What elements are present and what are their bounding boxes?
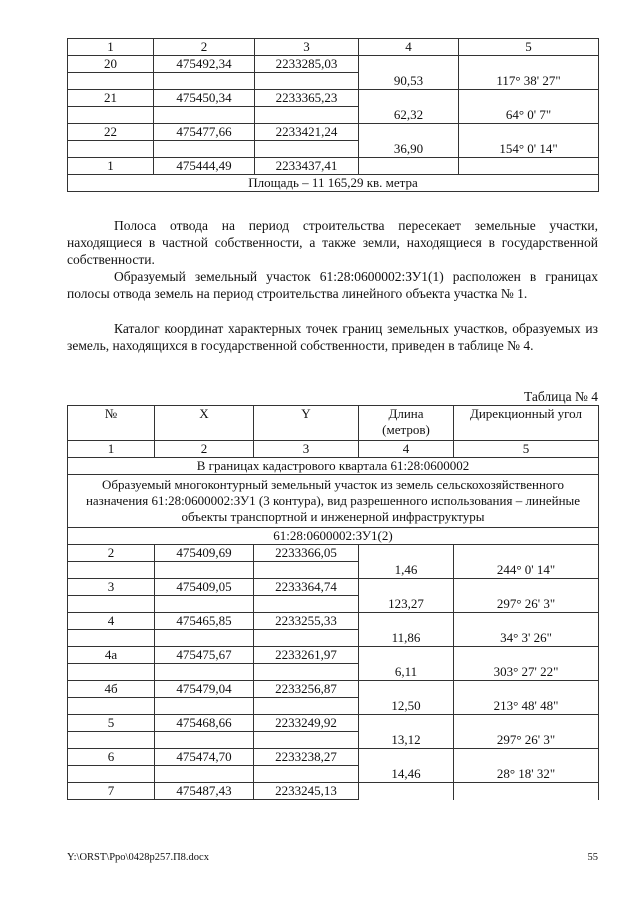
table-cell <box>254 698 359 715</box>
table-cell <box>254 562 359 579</box>
coord-y: 2233365,23 <box>255 90 359 107</box>
contour-row <box>68 528 599 545</box>
table-cell <box>359 56 459 73</box>
table-cell <box>459 56 599 73</box>
table-row <box>68 158 599 175</box>
table-cell <box>155 766 254 783</box>
quarter-row <box>68 458 599 475</box>
segment-length: 11,86 <box>359 630 454 647</box>
point-number: 4 <box>68 613 155 630</box>
table-row <box>68 664 599 681</box>
segment-length: 14,46 <box>359 766 454 783</box>
segment-bearing: 297° 26' 3" <box>454 596 599 613</box>
segment-bearing: 64° 0' 7" <box>459 107 599 124</box>
parcel-description: Образуемый многоконтурный земельный участок из земель сельскохозяйственного назначения 61:28:0600002:ЗУ1 (3 контура), вид разрешенного использования – линейные объекты транспортной и инженерной инфраструктуры <box>68 475 599 528</box>
table-cell <box>254 732 359 749</box>
segment-length: 13,12 <box>359 732 454 749</box>
table-cell <box>68 107 154 124</box>
table-cell <box>68 664 155 681</box>
number-row <box>68 441 599 458</box>
table-cell <box>459 124 599 141</box>
table-row <box>68 73 599 90</box>
coord-y: 2233421,24 <box>255 124 359 141</box>
coord-x: 475468,66 <box>155 715 254 732</box>
table-cell <box>154 107 255 124</box>
page-number: 55 <box>587 852 598 863</box>
footer-file-path: Y:\ORST\Ppo\0428p257.П8.docx <box>67 852 209 863</box>
segment-length: 62,32 <box>359 107 459 124</box>
table-row <box>68 90 599 107</box>
table-row <box>68 647 599 664</box>
coordinates-table-1 <box>67 38 599 192</box>
coord-x: 475409,69 <box>155 545 254 562</box>
coord-y: 2233256,87 <box>254 681 359 698</box>
column-number: 4 <box>359 441 454 458</box>
coord-y: 2233285,03 <box>255 56 359 73</box>
coord-x: 475444,49 <box>154 158 255 175</box>
description-row <box>68 475 599 528</box>
table-cell <box>454 613 599 630</box>
table-cell <box>359 124 459 141</box>
segment-bearing: 303° 27' 22" <box>454 664 599 681</box>
table-row <box>68 596 599 613</box>
table-cell <box>359 158 459 175</box>
table-row <box>68 545 599 562</box>
segment-length: 1,46 <box>359 562 454 579</box>
table-cell <box>254 596 359 613</box>
column-header: Y <box>254 406 359 441</box>
table-cell <box>155 630 254 647</box>
segment-bearing: 213° 48' 48" <box>454 698 599 715</box>
table-cell <box>359 749 454 766</box>
coord-x: 475492,34 <box>154 56 255 73</box>
coord-x: 475477,66 <box>154 124 255 141</box>
point-number: 5 <box>68 715 155 732</box>
table-cell <box>255 73 359 90</box>
coord-y: 2233255,33 <box>254 613 359 630</box>
table-caption: Таблица № 4 <box>524 389 598 404</box>
table-cell <box>155 698 254 715</box>
table-cell <box>254 630 359 647</box>
table-cell <box>459 90 599 107</box>
point-number: 6 <box>68 749 155 766</box>
point-number: 22 <box>68 124 154 141</box>
point-number: 1 <box>68 158 154 175</box>
table-cell <box>254 766 359 783</box>
table-cell <box>255 141 359 158</box>
table-cell <box>359 647 454 664</box>
column-number: 3 <box>255 39 359 56</box>
column-number: 2 <box>154 39 255 56</box>
table-cell <box>359 681 454 698</box>
coord-x: 475409,05 <box>155 579 254 596</box>
table-row <box>68 715 599 732</box>
coord-x: 475450,34 <box>154 90 255 107</box>
column-number: 4 <box>359 39 459 56</box>
table-row <box>68 783 599 800</box>
table-row <box>68 681 599 698</box>
table-cell <box>68 141 154 158</box>
area-total: Площадь – 11 165,29 кв. метра <box>68 175 599 192</box>
table-row <box>68 613 599 630</box>
column-header: № <box>68 406 155 441</box>
table-cell <box>454 783 599 800</box>
column-number: 3 <box>254 441 359 458</box>
table-cell <box>68 562 155 579</box>
contour-title: 61:28:0600002:ЗУ1(2) <box>68 528 599 545</box>
coord-y: 2233249,92 <box>254 715 359 732</box>
table-cell <box>454 647 599 664</box>
paragraph-parcel: Образуемый земельный участок 61:28:0600002:ЗУ1(1) расположен в границах полосы отвода земель на период строительства линейного объекта участка № 1. <box>67 269 598 301</box>
segment-bearing: 34° 3' 26" <box>454 630 599 647</box>
table-row <box>68 766 599 783</box>
table-cell <box>454 579 599 596</box>
table-cell <box>255 107 359 124</box>
point-number: 20 <box>68 56 154 73</box>
column-header: Дирекционный угол <box>454 406 599 441</box>
table-row <box>68 630 599 647</box>
coord-x: 475475,67 <box>155 647 254 664</box>
coord-x: 475465,85 <box>155 613 254 630</box>
point-number: 21 <box>68 90 154 107</box>
coord-x: 475479,04 <box>155 681 254 698</box>
table-row <box>68 698 599 715</box>
table-cell <box>155 732 254 749</box>
point-number: 2 <box>68 545 155 562</box>
column-number: 5 <box>454 441 599 458</box>
segment-length: 6,11 <box>359 664 454 681</box>
table-cell <box>155 664 254 681</box>
area-row <box>68 175 599 192</box>
table-cell <box>459 158 599 175</box>
table-row <box>68 56 599 73</box>
table-cell <box>454 715 599 732</box>
column-number: 1 <box>68 39 154 56</box>
segment-bearing: 244° 0' 14" <box>454 562 599 579</box>
table-cell <box>68 732 155 749</box>
column-number: 5 <box>459 39 599 56</box>
table-cell <box>454 681 599 698</box>
table-cell <box>68 766 155 783</box>
segment-bearing: 117° 38' 27" <box>459 73 599 90</box>
table-cell <box>68 73 154 90</box>
coord-y: 2233366,05 <box>254 545 359 562</box>
segment-length: 36,90 <box>359 141 459 158</box>
segment-bearing: 154° 0' 14" <box>459 141 599 158</box>
table-row <box>68 124 599 141</box>
segment-length: 90,53 <box>359 73 459 90</box>
segment-bearing: 28° 18' 32" <box>454 766 599 783</box>
table-cell <box>359 613 454 630</box>
table-cell <box>359 579 454 596</box>
segment-length: 123,27 <box>359 596 454 613</box>
coord-y: 2233437,41 <box>255 158 359 175</box>
table-cell <box>68 630 155 647</box>
coord-y: 2233245,13 <box>254 783 359 800</box>
point-number: 4б <box>68 681 155 698</box>
table-cell <box>68 698 155 715</box>
table-cell <box>155 596 254 613</box>
coord-y: 2233261,97 <box>254 647 359 664</box>
segment-length: 12,50 <box>359 698 454 715</box>
table-cell <box>359 90 459 107</box>
table-row <box>68 749 599 766</box>
table-cell <box>154 73 255 90</box>
table-cell <box>454 545 599 562</box>
table-cell <box>155 562 254 579</box>
point-number: 4а <box>68 647 155 664</box>
table-cell <box>254 664 359 681</box>
column-number: 2 <box>155 441 254 458</box>
point-number: 3 <box>68 579 155 596</box>
quarter-title: В границах кадастрового квартала 61:28:0600002 <box>68 458 599 475</box>
point-number: 7 <box>68 783 155 800</box>
paragraph-catalog: Каталог координат характерных точек границ земельных участков, образуемых из земель, находящихся в государственной собственности, приведен в таблице № 4. <box>67 321 598 353</box>
coord-x: 475474,70 <box>155 749 254 766</box>
column-number: 1 <box>68 441 155 458</box>
coord-y: 2233238,27 <box>254 749 359 766</box>
column-header: X <box>155 406 254 441</box>
table-row <box>68 107 599 124</box>
table-cell <box>68 596 155 613</box>
header-row <box>68 406 599 441</box>
coord-x: 475487,43 <box>155 783 254 800</box>
column-header: Длина (метров) <box>359 406 454 441</box>
coordinates-table-4 <box>67 405 599 800</box>
table-row <box>68 562 599 579</box>
table-row <box>68 732 599 749</box>
segment-bearing: 297° 26' 3" <box>454 732 599 749</box>
table-cell <box>359 783 454 800</box>
paragraph-easement: Полоса отвода на период строительства пересекает земельные участки, находящиеся в частной собственности, а также земли, находящиеся в государственной собственности. <box>67 218 598 267</box>
header-row <box>68 39 599 56</box>
table-cell <box>359 715 454 732</box>
table-row <box>68 141 599 158</box>
coord-y: 2233364,74 <box>254 579 359 596</box>
table-cell <box>454 749 599 766</box>
table-cell <box>359 545 454 562</box>
table-cell <box>154 141 255 158</box>
table-row <box>68 579 599 596</box>
